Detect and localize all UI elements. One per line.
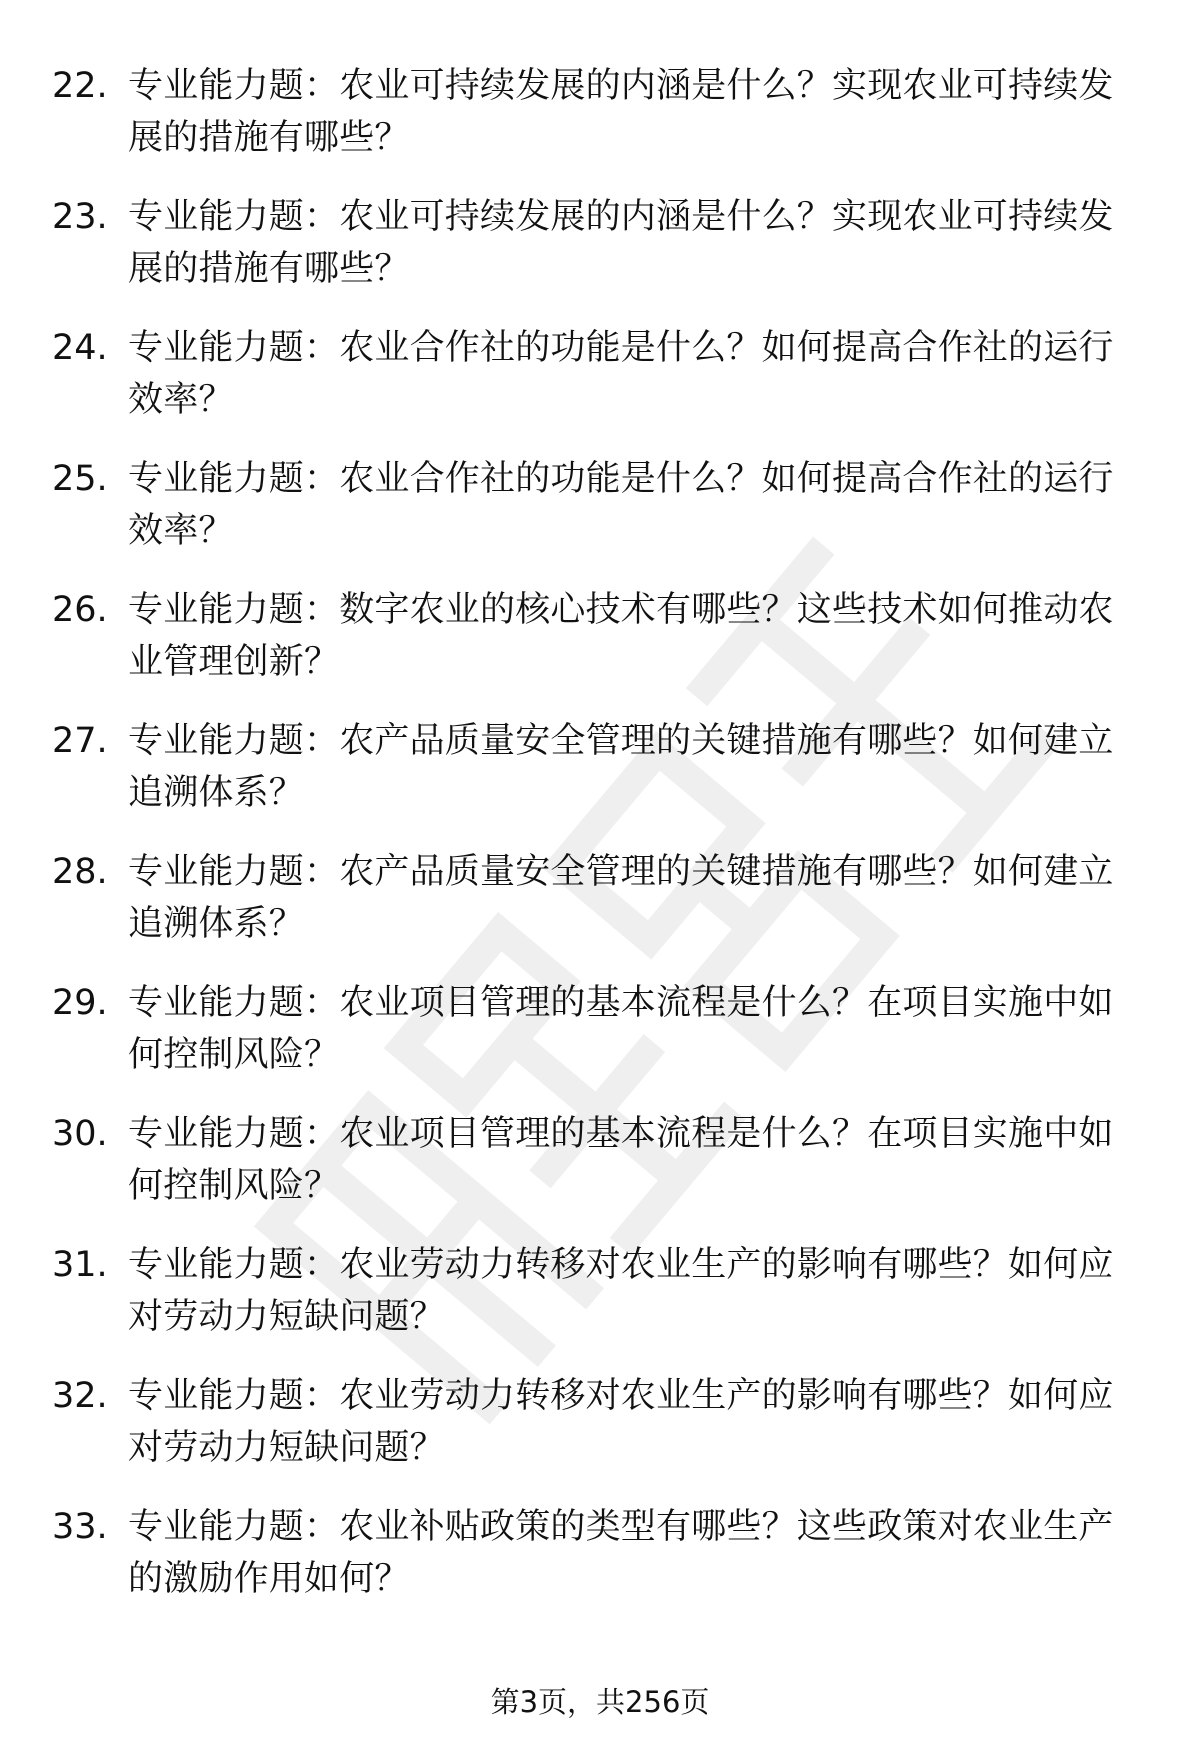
- question-text: 专业能力题：农业项目管理的基本流程是什么？在项目实施中如何控制风险？: [128, 983, 1114, 1075]
- question-text: 专业能力题：农产品质量安全管理的关键措施有哪些？如何建立追溯体系？: [128, 721, 1114, 813]
- question-list: [52, 60, 1152, 1632]
- question-text: 专业能力题：农产品质量安全管理的关键措施有哪些？如何建立追溯体系？: [128, 852, 1114, 944]
- list-item: [52, 1501, 1152, 1632]
- question-number: 26.: [52, 590, 108, 630]
- list-item: [52, 1370, 1152, 1501]
- question-number: 27.: [52, 721, 108, 761]
- question-text: 专业能力题：农业合作社的功能是什么？如何提高合作社的运行效率？: [128, 459, 1114, 551]
- list-item: [52, 453, 1152, 584]
- page-footer: 第3页，共256页: [490, 1685, 710, 1719]
- list-item: [52, 584, 1152, 715]
- list-item: [52, 977, 1152, 1108]
- question-number: 22.: [52, 66, 108, 106]
- question-number: 30.: [52, 1114, 108, 1154]
- question-number: 28.: [52, 852, 108, 892]
- question-number: 24.: [52, 328, 108, 368]
- list-item: [52, 60, 1152, 191]
- question-text: 专业能力题：农业劳动力转移对农业生产的影响有哪些？如何应对劳动力短缺问题？: [128, 1376, 1114, 1468]
- list-item: [52, 191, 1152, 322]
- question-number: 25.: [52, 459, 108, 499]
- question-text: 专业能力题：农业可持续发展的内涵是什么？实现农业可持续发展的措施有哪些？: [128, 66, 1114, 158]
- question-number: 31.: [52, 1245, 108, 1285]
- question-text: 专业能力题：农业项目管理的基本流程是什么？在项目实施中如何控制风险？: [128, 1114, 1114, 1206]
- list-item: [52, 1108, 1152, 1239]
- question-number: 33.: [52, 1507, 108, 1547]
- list-item: [52, 715, 1152, 846]
- question-text: 专业能力题：农业劳动力转移对农业生产的影响有哪些？如何应对劳动力短缺问题？: [128, 1245, 1114, 1337]
- question-text: 专业能力题：数字农业的核心技术有哪些？这些技术如何推动农业管理创新？: [128, 590, 1114, 682]
- question-number: 29.: [52, 983, 108, 1023]
- question-text: 专业能力题：农业补贴政策的类型有哪些？这些政策对农业生产的激励作用如何？: [128, 1507, 1114, 1599]
- question-number: 32.: [52, 1376, 108, 1416]
- question-number: 23.: [52, 197, 108, 237]
- question-text: 专业能力题：农业可持续发展的内涵是什么？实现农业可持续发展的措施有哪些？: [128, 197, 1114, 289]
- list-item: [52, 322, 1152, 453]
- list-item: [52, 846, 1152, 977]
- question-text: 专业能力题：农业合作社的功能是什么？如何提高合作社的运行效率？: [128, 328, 1114, 420]
- list-item: [52, 1239, 1152, 1370]
